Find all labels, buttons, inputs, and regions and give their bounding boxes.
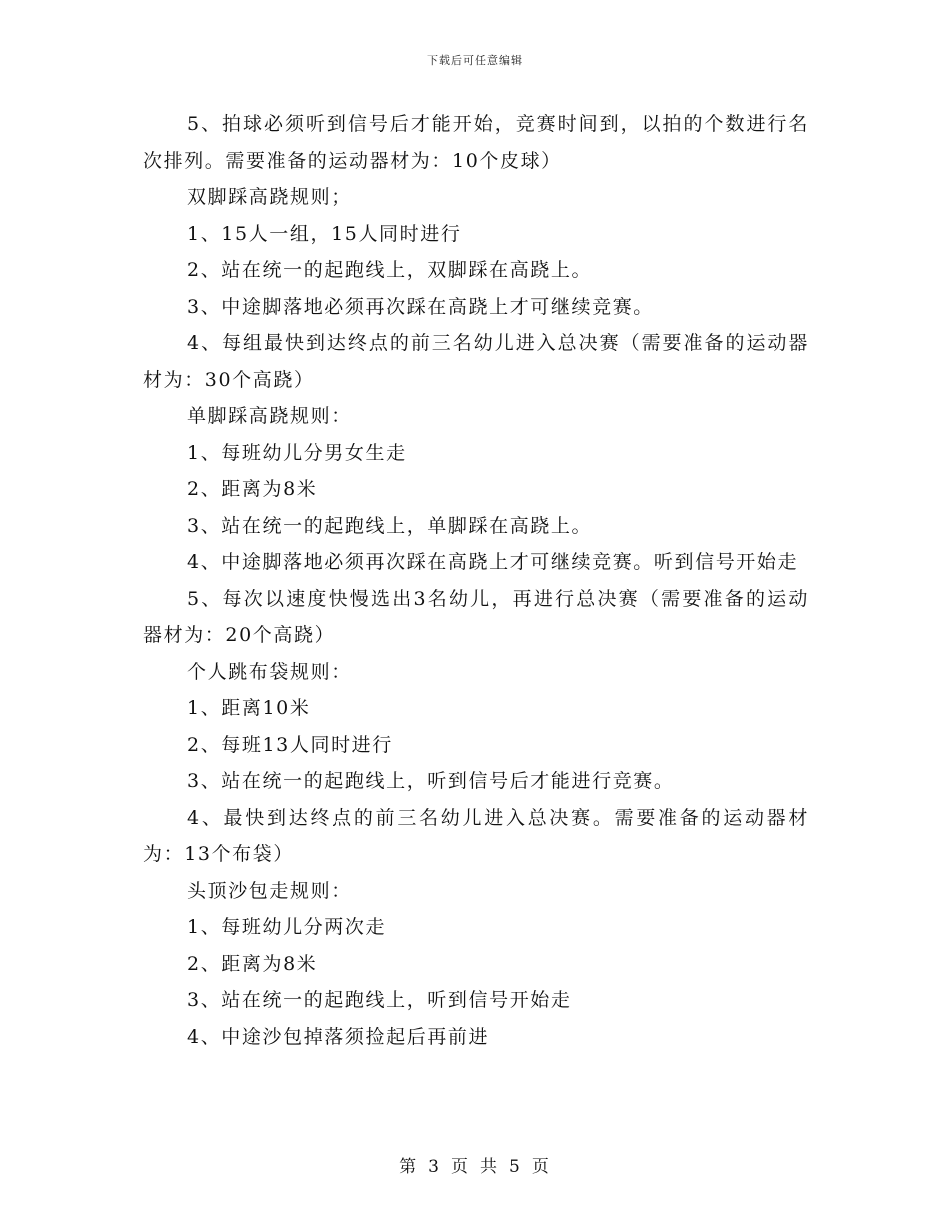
paragraph: 4、中途脚落地必须再次踩在高跷上才可继续竞赛。听到信号开始走 xyxy=(187,551,799,573)
paragraph: 1、15人一组，15人同时进行 xyxy=(187,222,462,245)
total-pages: 5 xyxy=(509,1157,522,1177)
section-heading: 头顶沙包走规则： xyxy=(187,879,352,902)
paragraph: 1、每班幼儿分两次走 xyxy=(187,916,387,938)
section-heading: 单脚踩高跷规则： xyxy=(187,405,352,427)
paragraph: 5、拍球必须听到信号后才能开始，竞赛时间到，以拍的个数进行名次排列。需要准备的运动器材为：10个皮球） xyxy=(143,113,809,172)
paragraph: 2、每班13人同时进行 xyxy=(187,733,393,756)
paragraph: 3、站在统一的起跑线上，听到信号后才能进行竞赛。 xyxy=(187,770,675,792)
paragraph: 1、每班幼儿分男女生走 xyxy=(187,441,407,464)
paragraph: 2、站在统一的起跑线上，双脚踩在高跷上。 xyxy=(187,259,593,281)
paragraph: 1、距离10米 xyxy=(187,697,311,719)
page-footer xyxy=(0,1152,950,1177)
paragraph: 3、站在统一的起跑线上，单脚踩在高跷上。 xyxy=(187,514,593,537)
paragraph: 3、站在统一的起跑线上，听到信号开始走 xyxy=(187,989,572,1011)
footer-total-word: 共 xyxy=(480,1157,499,1177)
section-heading: 个人跳布袋规则： xyxy=(187,660,352,683)
footer-suffix: 页 xyxy=(531,1157,551,1177)
page-number: 3 xyxy=(428,1157,441,1177)
document-body xyxy=(143,106,809,1055)
page-header: 下载后可任意编辑 xyxy=(427,54,523,67)
paragraph: 3、中途脚落地必须再次踩在高跷上才可继续竞赛。 xyxy=(187,295,654,318)
paragraph: 4、每组最快到达终点的前三名幼儿进入总决赛（需要准备的运动器材为：30个高跷） xyxy=(143,332,809,391)
paragraph: 5、每次以速度快慢选出3名幼儿，再进行总决赛（需要准备的运动器材为：20个高跷） xyxy=(143,587,809,646)
section-heading: 双脚踩高跷规则； xyxy=(187,186,352,208)
footer-prefix: 第 xyxy=(399,1157,419,1177)
footer-page-word: 页 xyxy=(451,1157,470,1177)
paragraph: 2、距离为8米 xyxy=(187,952,318,975)
paragraph: 2、距离为8米 xyxy=(187,478,318,500)
paragraph: 4、中途沙包掉落须捡起后再前进 xyxy=(187,1025,490,1048)
paragraph: 4、最快到达终点的前三名幼儿进入总决赛。需要准备的运动器材为：13个布袋） xyxy=(143,806,809,865)
